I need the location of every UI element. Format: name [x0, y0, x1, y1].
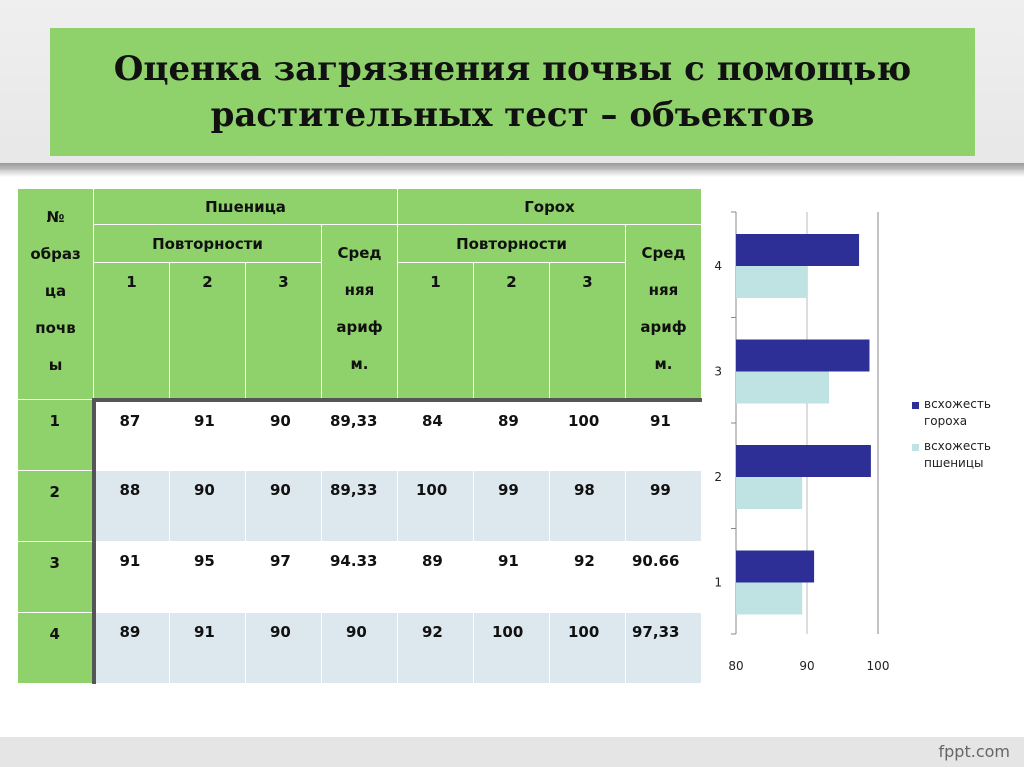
wheat-mean: 89,33: [322, 471, 398, 542]
table-row: [18, 400, 702, 471]
pea-mean-header: [626, 225, 702, 400]
mean-header-line: няя: [344, 281, 375, 299]
sample-header-line: почв: [35, 319, 76, 337]
mean-header-line: м.: [350, 355, 369, 373]
wheat-value: 90: [170, 471, 246, 542]
wheat-value: 97: [246, 542, 322, 613]
bar-pea: [736, 340, 869, 372]
pea-value: 89: [474, 400, 550, 471]
mean-header-line: няя: [648, 281, 679, 299]
wheat-mean: 90: [322, 613, 398, 684]
pea-rep-3: 3: [550, 263, 626, 400]
legend-swatch: [912, 444, 919, 451]
wheat-mean: 89,33: [322, 400, 398, 471]
sample-header-line: ца: [44, 282, 67, 300]
pea-mean: 97,33: [626, 613, 702, 684]
legend-label: всхожесть: [924, 397, 991, 411]
wheat-header: Пшеница: [94, 189, 398, 225]
bar-pea: [736, 234, 859, 266]
table-row: [18, 613, 702, 684]
wheat-mean-header: [322, 225, 398, 400]
pea-mean: 90.66: [626, 542, 702, 613]
bar-pea: [736, 551, 814, 583]
pea-value: 92: [550, 542, 626, 613]
table-row: [18, 542, 702, 613]
pea-value: 89: [398, 542, 474, 613]
pea-value: 100: [550, 400, 626, 471]
wheat-value: 90: [246, 613, 322, 684]
mean-header-line: Сред: [337, 244, 382, 262]
sample-header-cell: [18, 189, 94, 400]
bar-wheat: [736, 266, 807, 298]
x-tick-label: 100: [866, 659, 890, 673]
data-table: [17, 188, 702, 684]
pea-value: 100: [550, 613, 626, 684]
wheat-value: 91: [170, 400, 246, 471]
legend-label: пшеницы: [924, 456, 984, 470]
wheat-rep-2: 2: [170, 263, 246, 400]
sample-number: 1: [18, 400, 94, 471]
wheat-mean: 94.33: [322, 542, 398, 613]
pea-mean: 99: [626, 471, 702, 542]
wheat-value: 95: [170, 542, 246, 613]
wheat-rep-3: 3: [246, 263, 322, 400]
category-label: 3: [714, 364, 722, 379]
sample-number: 3: [18, 542, 94, 613]
wheat-value: 91: [94, 542, 170, 613]
pea-value: 99: [474, 471, 550, 542]
wheat-value: 90: [246, 471, 322, 542]
pea-value: 100: [474, 613, 550, 684]
legend-swatch: [912, 402, 919, 409]
pea-rep-2: 2: [474, 263, 550, 400]
wheat-value: 89: [94, 613, 170, 684]
wheat-value: 90: [246, 400, 322, 471]
mean-header-line: м.: [654, 355, 673, 373]
sample-header-line: образ: [30, 245, 81, 263]
pea-header: Горох: [398, 189, 702, 225]
pea-value: 100: [398, 471, 474, 542]
wheat-value: 87: [94, 400, 170, 471]
header-shadow: [0, 163, 1024, 177]
pea-mean: 91: [626, 400, 702, 471]
category-label: 1: [714, 575, 722, 590]
wheat-value: 88: [94, 471, 170, 542]
mean-header-line: Сред: [641, 244, 686, 262]
x-tick-label: 90: [799, 659, 815, 673]
x-tick-label: 80: [728, 659, 744, 673]
wheat-value: 91: [170, 613, 246, 684]
table-row: [18, 471, 702, 542]
sample-number: 2: [18, 471, 94, 542]
wheat-rep-1: 1: [94, 263, 170, 400]
footer-brand: fppt.com: [938, 742, 1010, 761]
sample-header-line: №: [46, 208, 65, 226]
pea-value: 84: [398, 400, 474, 471]
category-label: 4: [714, 258, 722, 273]
germination-chart: [700, 200, 1020, 685]
pea-value: 98: [550, 471, 626, 542]
pea-replicates-header: Повторности: [398, 225, 626, 263]
page-title: Оценка загрязнения почвы с помощью растительных тест – объектов: [113, 49, 912, 135]
mean-header-line: ариф: [336, 318, 383, 336]
legend-label: гороха: [924, 414, 968, 428]
title-box: [50, 28, 975, 156]
bar-wheat: [736, 477, 802, 509]
pea-value: 92: [398, 613, 474, 684]
sample-header-line: ы: [48, 356, 63, 374]
pea-rep-1: 1: [398, 263, 474, 400]
bar-wheat: [736, 583, 802, 615]
category-label: 2: [714, 469, 722, 484]
footer-bar: [0, 737, 1024, 767]
mean-header-line: ариф: [640, 318, 687, 336]
pea-value: 91: [474, 542, 550, 613]
bar-wheat: [736, 372, 829, 404]
bar-pea: [736, 445, 871, 477]
legend-label: всхожесть: [924, 439, 991, 453]
sample-number: 4: [18, 613, 94, 684]
wheat-replicates-header: Повторности: [94, 225, 322, 263]
